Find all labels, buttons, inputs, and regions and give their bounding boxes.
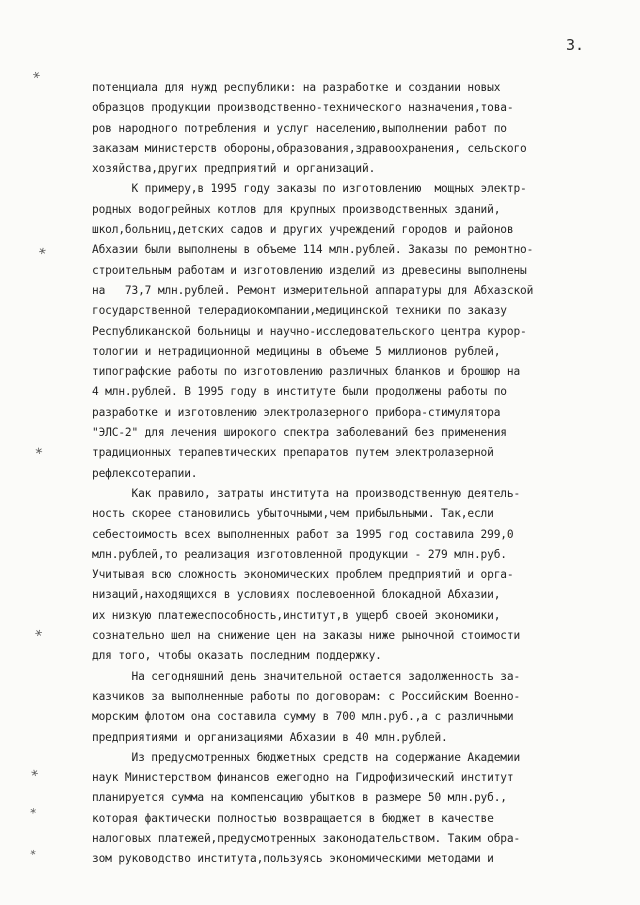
text-line: хозяйства,других предприятий и организаций. — [92, 162, 376, 176]
text-line: для того, чтобы оказать последним поддержку. — [92, 649, 382, 663]
margin-mark: * — [31, 69, 44, 87]
page-number: 3. — [566, 36, 585, 54]
text-line: К примеру,в 1995 году заказы по изготовлению мощных электр- — [92, 182, 527, 196]
text-line: казчиков за выполненные работы по договорам: с Российским Военно- — [92, 689, 521, 703]
text-line: рефлексотерапии. — [92, 466, 198, 480]
margin-mark: * — [30, 767, 41, 785]
text-line: налоговых платежей,предусмотренных законодательством. Таким обра- — [92, 831, 521, 845]
text-line: сознательно шел на снижение цен на заказы ниже рыночной стоимости — [92, 629, 521, 643]
text-line: 4 млн.рублей. В 1995 году в институте были продолжены работы по — [92, 385, 507, 399]
margin-mark: * — [36, 245, 47, 263]
text-line: зом руководство института,пользуясь экономическими методами и — [92, 852, 494, 866]
margin-mark: * — [29, 805, 37, 821]
text-line: государственной телерадиокомпании,медицинской техники по заказу — [92, 304, 507, 318]
text-line: их низкую платежеспособность,институт,в ущерб своей экономики, — [92, 608, 501, 622]
text-line: На сегодняшний день значительной остается задолженность за- — [92, 669, 521, 683]
text-line: которая фактически полностью возвращается в бюджет в качестве — [92, 811, 494, 825]
text-line: планируется сумма на компенсацию убытков в размере 50 млн.руб., — [92, 791, 507, 805]
text-line: родных водогрейных котлов для крупных производственных зданий, — [92, 202, 501, 216]
text-line: строительным работам и изготовлению изделий из древесины выполнены — [92, 263, 527, 277]
text-line: разработке и изготовлению электролазерного прибора-стимулятора — [92, 405, 501, 419]
text-line: низаций,находящихся в условиях послевоенной блокадной Абхазии, — [92, 588, 501, 602]
text-line: на 73,7 млн.рублей. Ремонт измерительной аппаратуры для Абхазской — [92, 283, 534, 297]
text-line: морским флотом она составила сумму в 700 млн.руб.,а с различными — [92, 710, 514, 724]
text-line: потенциала для нужд республики: на разработке и создании новых — [92, 81, 501, 94]
margin-mark: * — [31, 627, 44, 645]
text-line: тологии и нетрадиционной медицины в объеме 5 миллионов рублей, — [92, 344, 501, 358]
text-line: заказам министерств обороны,образования,здравоохранения, сельского — [92, 141, 527, 155]
margin-mark: * — [28, 847, 37, 862]
text-line: типографские работы по изготовлению различных бланков и брошюр на — [92, 365, 521, 379]
text-line: Из предусмотренных бюджетных средств на содержание Академии — [92, 750, 521, 764]
text-line: предприятиями и организациями Абхазии в 40 млн.рублей. — [92, 730, 448, 744]
text-line: школ,больниц,детских садов и других учреждений городов и районов — [92, 223, 514, 237]
text-line: Абхазии были выполнены в объеме 114 млн.рублей. Заказы по ремонтно- — [92, 243, 534, 257]
text-line: Республиканской больницы и научно-исследовательского центра курор- — [92, 324, 527, 338]
text-line: ность скорее становились убыточными,чем прибыльными. Так,если — [92, 507, 494, 521]
text-line: млн.рублей,то реализация изготовленной продукции - 279 млн.руб. — [92, 547, 507, 561]
text-line: традиционных терапевтических препаратов путем электролазерной — [92, 446, 494, 460]
text-line: наук Министерством финансов ежегодно на Гидрофизический институт — [92, 771, 514, 785]
text-line: Учитывая всю сложность экономических проблем предприятий и орга- — [92, 568, 514, 582]
typed-text-body — [92, 78, 592, 870]
text-line: "ЭЛС-2" для лечения широкого спектра заболеваний без применения — [92, 426, 507, 440]
margin-mark: * — [34, 445, 45, 463]
text-line: себестоимость всех выполненных работ за 1995 год составила 299,0 — [92, 527, 514, 541]
text-line: ров народного потребления и услуг населению,выполнении работ по — [92, 121, 507, 135]
text-line: образцов продукции производственно-технического назначения,това- — [92, 101, 514, 115]
text-line: Как правило, затраты института на производственную деятель- — [92, 486, 521, 500]
